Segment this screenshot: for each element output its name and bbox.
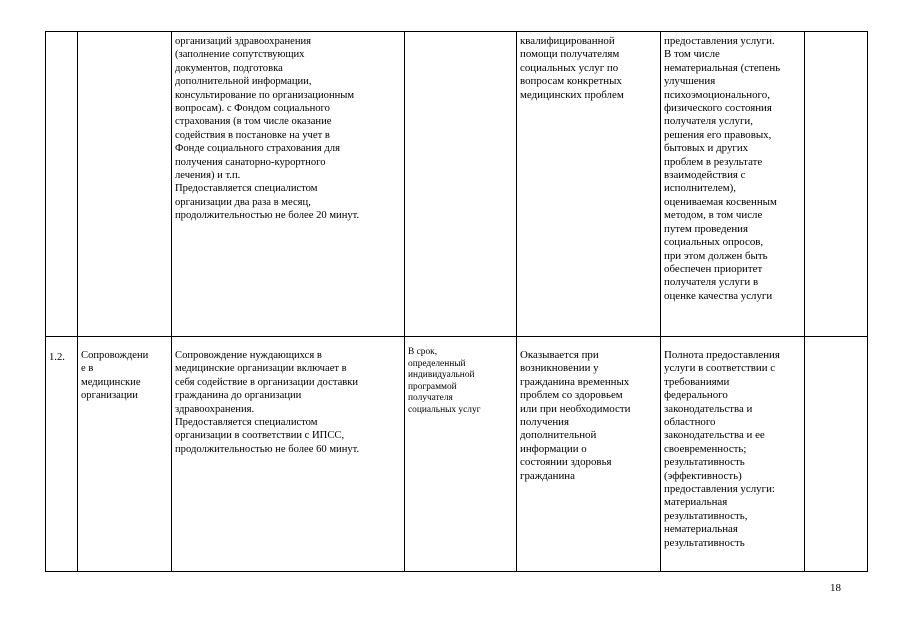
- service-name-cell: [78, 337, 172, 572]
- service-conditions-cell: [517, 32, 661, 337]
- text-line: продолжительностью не более 20 минут.: [175, 210, 360, 222]
- text-line: обеспечен приоритет: [664, 262, 763, 275]
- service-quality-cell: [661, 32, 805, 337]
- text-line: улучшения: [664, 75, 716, 88]
- text-line: психоэмоционального,: [664, 88, 770, 101]
- text-line: или при необходимости: [520, 402, 631, 415]
- text-line: материальная: [664, 496, 728, 509]
- text-line: продолжительностью не более 60 минут.: [175, 443, 360, 455]
- text-line: социальных услуг: [408, 404, 481, 415]
- text-line: законодательства и ее: [664, 429, 765, 442]
- text-line: путем проведения: [664, 222, 749, 235]
- service-description-cell: [172, 337, 405, 572]
- services-table: [45, 31, 868, 572]
- text-line: социальных опросов,: [664, 236, 764, 249]
- text-line: получателя: [408, 393, 453, 404]
- service-description-cell: [172, 32, 405, 337]
- text-line: организации в соответствии с ИПСС,: [175, 430, 345, 442]
- text-line: медицинские организации включает в: [175, 363, 347, 375]
- text-line: исполнителем),: [664, 182, 736, 195]
- text-line: взаимодействия с: [664, 169, 746, 182]
- text-line: (эффективность): [664, 469, 742, 482]
- text-line: гражданина до организации: [175, 390, 302, 402]
- extra-cell: [805, 337, 868, 572]
- text-line: дополнительной: [520, 429, 597, 442]
- text-line: социальных услуг по: [520, 61, 619, 74]
- text-line: содействия в постановке на учет в: [175, 129, 330, 141]
- text-line: предоставления услуги.: [664, 35, 775, 47]
- text-line: Предоставляется специалистом: [175, 417, 318, 429]
- text-line: получения санаторно-курортного: [175, 156, 326, 168]
- service-term-cell: [405, 337, 517, 572]
- text-line: получателя услуги,: [664, 115, 753, 128]
- text-line: организации: [81, 390, 138, 402]
- text-line: информации о: [520, 442, 587, 455]
- text-line: Полнота предоставления: [664, 349, 780, 361]
- text-line: получения: [520, 416, 569, 429]
- text-line: своевременность;: [664, 442, 747, 455]
- row-number-cell: 1.2.: [46, 337, 78, 572]
- text-line: помощи получателям: [520, 48, 620, 61]
- text-line: состоянии здоровья: [520, 456, 612, 469]
- text-line: услуги в соответствии с: [664, 362, 776, 375]
- text-line: федерального: [664, 389, 728, 402]
- text-line: получателя услуги в: [664, 276, 759, 289]
- text-line: медицинские: [81, 376, 141, 388]
- text-line: методом, в том числе: [664, 209, 763, 222]
- text-line: вопросам). с Фондом социального: [175, 103, 330, 115]
- text-line: вопросам конкретных: [520, 75, 622, 88]
- text-line: нематериальная: [664, 523, 738, 536]
- text-line: документов, подготовка: [175, 62, 283, 74]
- table-row: [46, 337, 868, 572]
- service-term-cell: [405, 32, 517, 337]
- text-line: здравоохранения.: [175, 403, 255, 415]
- text-line: квалифицированной: [520, 35, 615, 47]
- text-line: результативность: [664, 536, 745, 549]
- text-line: себя содействие в организации доставки: [175, 376, 359, 388]
- text-line: предоставления услуги:: [664, 483, 775, 496]
- text-line: решения его правовых,: [664, 128, 772, 141]
- text-line: возникновении у: [520, 362, 599, 375]
- text-line: программой: [408, 381, 457, 392]
- text-line: лечения) и т.п.: [175, 170, 241, 182]
- text-line: Сопровождени: [81, 350, 149, 361]
- extra-cell: [805, 32, 868, 337]
- service-name-cell: [78, 32, 172, 337]
- service-conditions-cell: [517, 337, 661, 572]
- text-line: оценке качества услуги: [664, 289, 773, 302]
- text-line: страхования (в том числе оказание: [175, 116, 332, 128]
- page-number: 18: [830, 582, 841, 594]
- text-line: результативность: [664, 456, 745, 469]
- text-line: Сопровождение нуждающихся в: [175, 350, 322, 361]
- text-line: В том числе: [664, 48, 720, 61]
- text-line: Фонде социального страхования для: [175, 143, 340, 155]
- row-number-cell: [46, 32, 78, 337]
- text-line: дополнительной информации,: [175, 76, 312, 88]
- text-line: проблем в результате: [664, 155, 763, 168]
- text-line: требованиями: [664, 375, 730, 388]
- text-line: физического состояния: [664, 102, 772, 115]
- text-line: организации два раза в месяц,: [175, 196, 311, 208]
- text-line: организаций здравоохранения: [175, 36, 312, 47]
- text-line: (заполнение сопутствующих: [175, 49, 305, 61]
- text-line: результативность,: [664, 509, 748, 522]
- text-line: областного: [664, 416, 716, 429]
- text-line: В срок,: [408, 347, 438, 357]
- text-line: оцениваемая косвенным: [664, 195, 777, 208]
- text-line: определенный: [408, 358, 466, 369]
- text-line: гражданина временных: [520, 375, 630, 388]
- text-line: е в: [81, 363, 94, 375]
- text-line: медицинских проблем: [520, 88, 624, 101]
- text-line: индивидуальной: [408, 370, 475, 381]
- text-line: законодательства и: [664, 402, 753, 415]
- text-line: проблем со здоровьем: [520, 389, 623, 402]
- text-line: Оказывается при: [520, 349, 599, 361]
- text-line: Предоставляется специалистом: [175, 183, 318, 195]
- table-row: [46, 32, 868, 337]
- text-line: бытовых и других: [664, 142, 749, 155]
- text-line: нематериальная (степень: [664, 61, 781, 74]
- service-quality-cell: [661, 337, 805, 572]
- text-line: консультирование по организационным: [175, 89, 355, 101]
- text-line: при этом должен быть: [664, 249, 768, 262]
- text-line: гражданина: [520, 469, 575, 482]
